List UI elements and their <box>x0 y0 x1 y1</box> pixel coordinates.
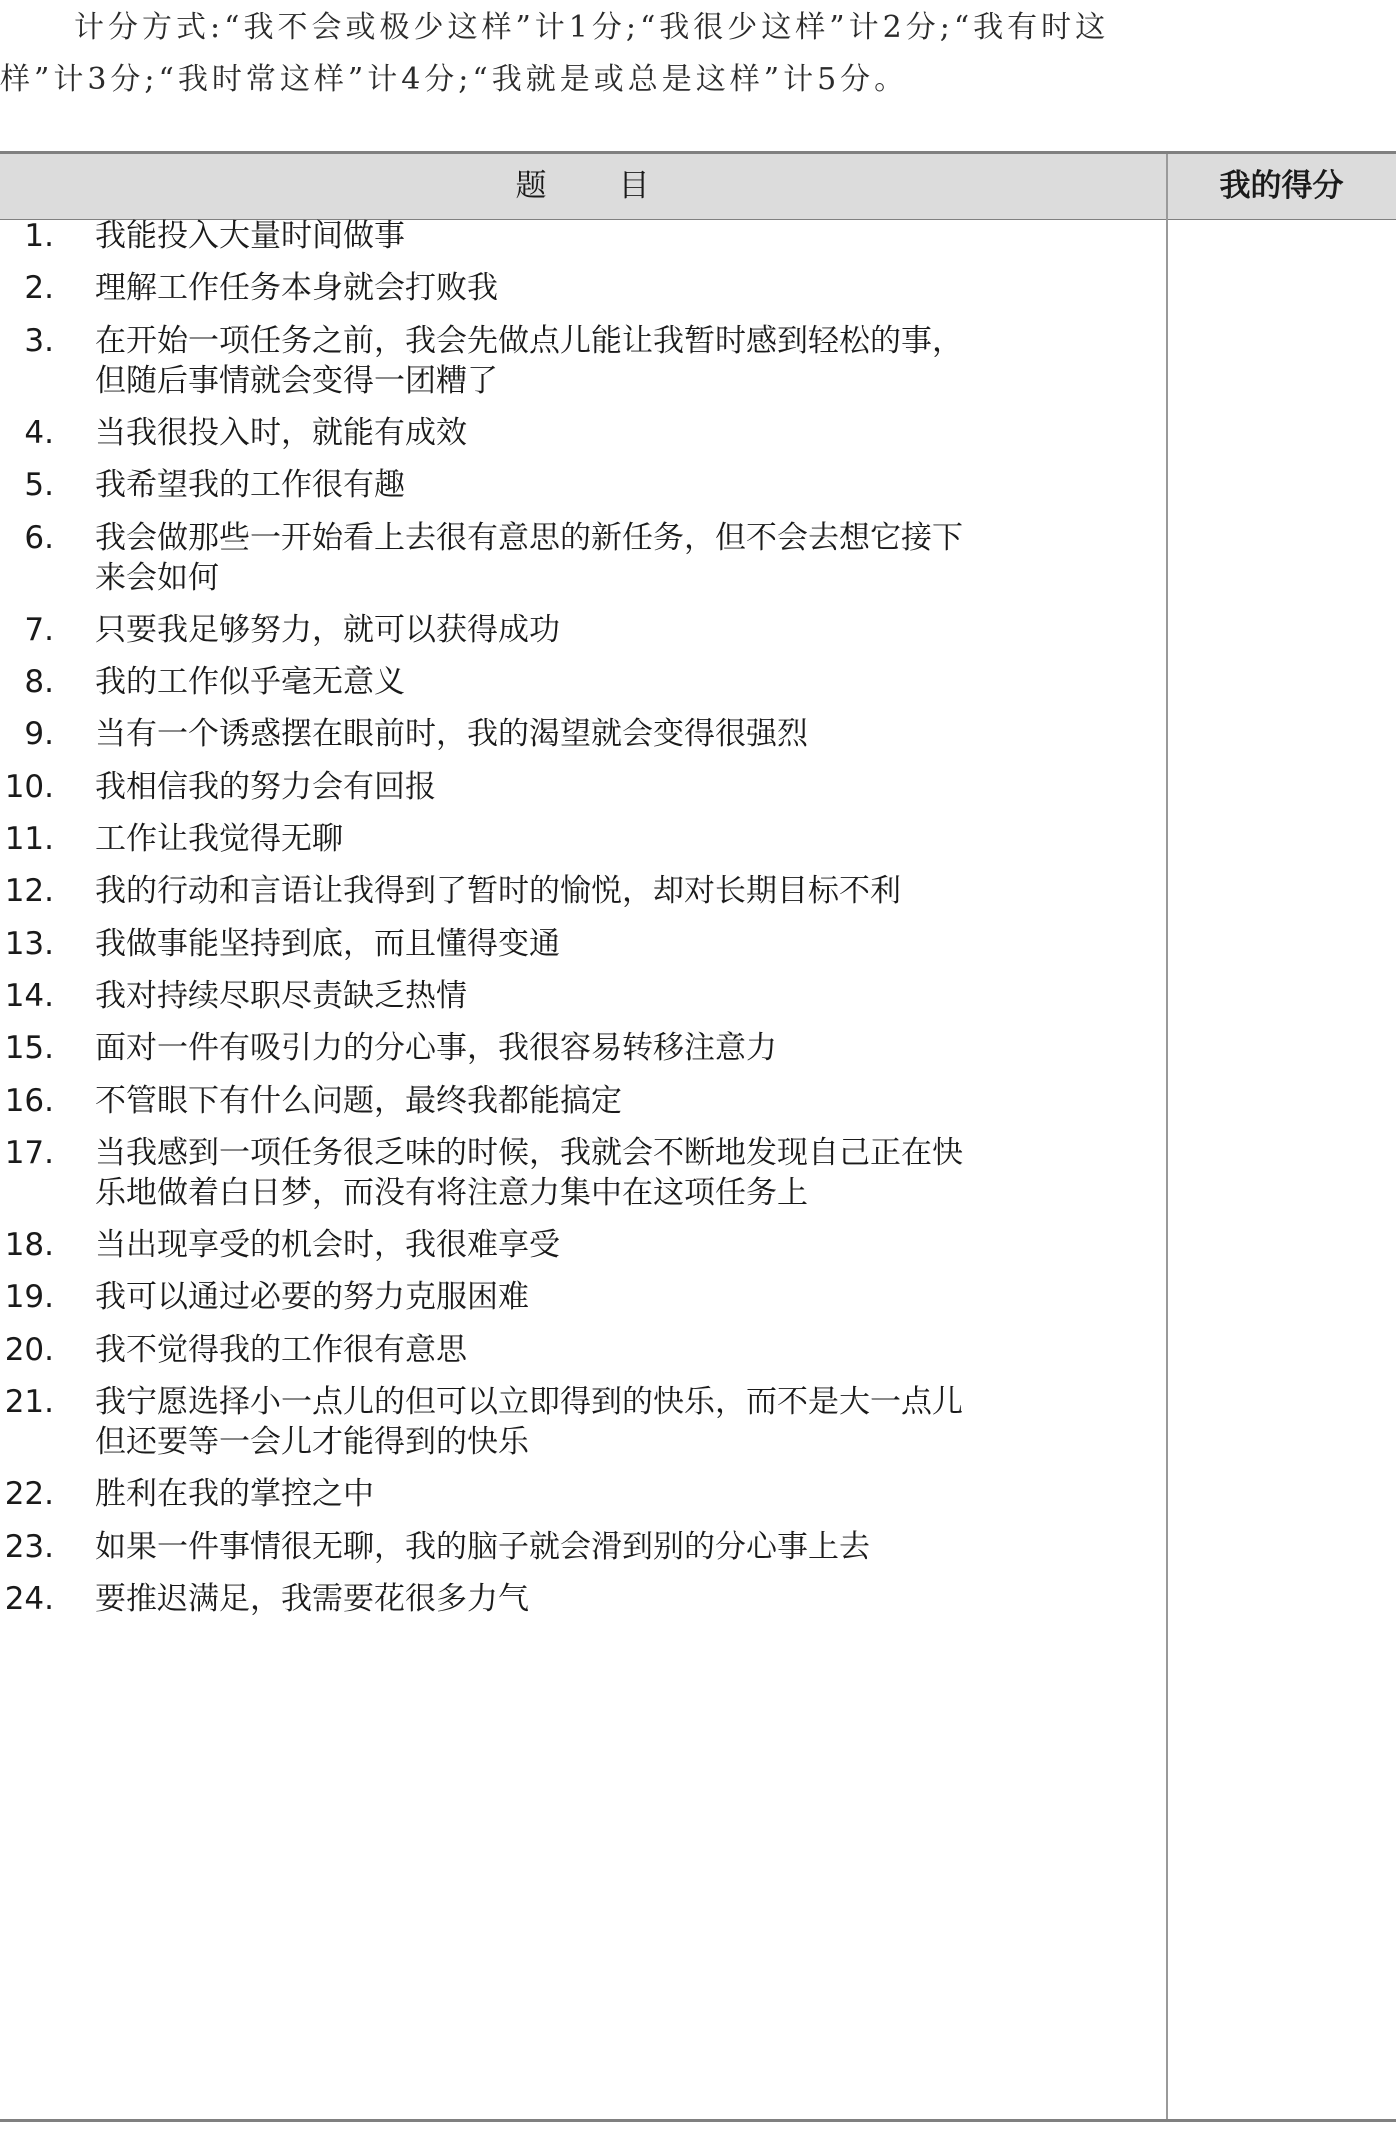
question-number: 5. <box>24 467 54 504</box>
question-text-line: 我希望我的工作很有趣 <box>95 467 405 504</box>
question-number: 12. <box>4 873 54 910</box>
question-number: 4. <box>24 414 54 451</box>
question-text-line: 不管眼下有什么问题，最终我都能搞定 <box>95 1082 622 1119</box>
question-text-line: 在开始一项任务之前，我会先做点儿能让我暂时感到轻松的事， <box>95 322 963 359</box>
question-row <box>0 1572 1160 1626</box>
question-row <box>0 1323 1160 1377</box>
question-text-line: 我做事能坚持到底，而且懂得变通 <box>95 925 560 962</box>
question-number: 22. <box>4 1476 54 1513</box>
question-row <box>0 1270 1160 1324</box>
question-text-line: 我会做那些一开始看上去很有意思的新任务，但不会去想它接下 <box>95 519 963 556</box>
question-text-line: 我能投入大量时间做事 <box>95 218 405 254</box>
question-text-line: 我的行动和言语让我得到了暂时的愉悦，却对长期目标不利 <box>95 873 901 910</box>
question-number: 20. <box>4 1331 54 1368</box>
question-text-line: 乐地做着白日梦，而没有将注意力集中在这项任务上 <box>95 1174 808 1211</box>
question-row <box>0 458 1160 512</box>
header-title-char-2: 目 <box>618 168 652 204</box>
question-number: 10. <box>4 768 54 805</box>
question-text-line: 当我感到一项任务很乏味的时候，我就会不断地发现自己正在快 <box>95 1134 963 1171</box>
question-text-line: 但还要等一会儿才能得到的快乐 <box>95 1424 529 1460</box>
question-text-line: 我不觉得我的工作很有意思 <box>95 1331 467 1368</box>
question-number: 17. <box>4 1134 54 1171</box>
question-number: 3. <box>24 322 54 359</box>
question-number: 19. <box>4 1279 54 1316</box>
question-text-line: 我的工作似乎毫无意义 <box>95 664 405 701</box>
instructions-line-2: 样”计3分;“我时常这样”计4分;“我就是或总是这样”计5分。 <box>0 62 909 97</box>
question-number: 16. <box>4 1082 54 1119</box>
question-text-line: 当出现享受的机会时，我很难享受 <box>95 1227 560 1264</box>
table-bottom-rule <box>0 2119 1396 2122</box>
question-number: 23. <box>4 1528 54 1565</box>
question-text-line: 我相信我的努力会有回报 <box>95 768 436 805</box>
question-number: 1. <box>24 218 54 254</box>
question-text-line: 胜利在我的掌控之中 <box>95 1476 374 1513</box>
question-row <box>0 812 1160 866</box>
question-row <box>0 1375 1160 1469</box>
question-number: 18. <box>4 1227 54 1264</box>
question-row <box>0 511 1160 605</box>
question-row <box>0 261 1160 315</box>
header-title-char-1: 题 <box>515 168 549 204</box>
question-number: 11. <box>4 821 54 857</box>
question-text-line: 只要我足够努力，就可以获得成功 <box>95 611 560 648</box>
question-number: 8. <box>24 664 54 701</box>
question-text-line: 我宁愿选择小一点儿的但可以立即得到的快乐，而不是大一点儿 <box>95 1384 963 1420</box>
question-row <box>0 707 1160 761</box>
question-row <box>0 603 1160 657</box>
question-row <box>0 969 1160 1023</box>
question-number: 15. <box>4 1030 54 1067</box>
question-text-line: 工作让我觉得无聊 <box>95 821 343 857</box>
question-row <box>0 1520 1160 1574</box>
question-text-line: 要推迟满足，我需要花很多力气 <box>95 1580 529 1617</box>
question-number: 7. <box>24 611 54 648</box>
question-text-line: 面对一件有吸引力的分心事，我很容易转移注意力 <box>95 1030 777 1067</box>
question-text-line: 我对持续尽职尽责缺乏热情 <box>95 977 467 1014</box>
question-text-line: 但随后事情就会变得一团糟了 <box>95 362 498 399</box>
question-text-line: 来会如何 <box>95 559 219 596</box>
question-row <box>0 1074 1160 1128</box>
question-text-line: 当有一个诱惑摆在眼前时，我的渴望就会变得很强烈 <box>95 716 808 753</box>
question-row <box>0 760 1160 814</box>
question-text-line: 我可以通过必要的努力克服困难 <box>95 1279 529 1316</box>
question-row <box>0 314 1160 408</box>
header-score-column: 我的得分 <box>1219 168 1344 204</box>
question-number: 13. <box>4 925 54 962</box>
question-row <box>0 406 1160 460</box>
question-row <box>0 1126 1160 1220</box>
question-row <box>0 1021 1160 1075</box>
question-number: 14. <box>4 977 54 1014</box>
question-number: 2. <box>24 270 54 307</box>
question-row <box>0 1467 1160 1521</box>
question-text-line: 当我很投入时，就能有成效 <box>95 414 467 451</box>
instructions-line-1: 计分方式:“我不会或极少这样”计1分;“我很少这样”计2分;“我有时这 <box>74 10 1110 45</box>
question-row <box>0 917 1160 971</box>
question-row <box>0 1218 1160 1272</box>
question-number: 24. <box>4 1580 54 1617</box>
question-number: 6. <box>24 519 54 556</box>
question-number: 21. <box>4 1384 54 1420</box>
column-divider <box>1166 154 1168 2119</box>
question-row <box>0 209 1160 263</box>
question-text-line: 理解工作任务本身就会打败我 <box>95 270 498 307</box>
question-row <box>0 655 1160 709</box>
question-text-line: 如果一件事情很无聊，我的脑子就会滑到别的分心事上去 <box>95 1528 870 1565</box>
question-number: 9. <box>24 716 54 753</box>
question-row <box>0 864 1160 918</box>
